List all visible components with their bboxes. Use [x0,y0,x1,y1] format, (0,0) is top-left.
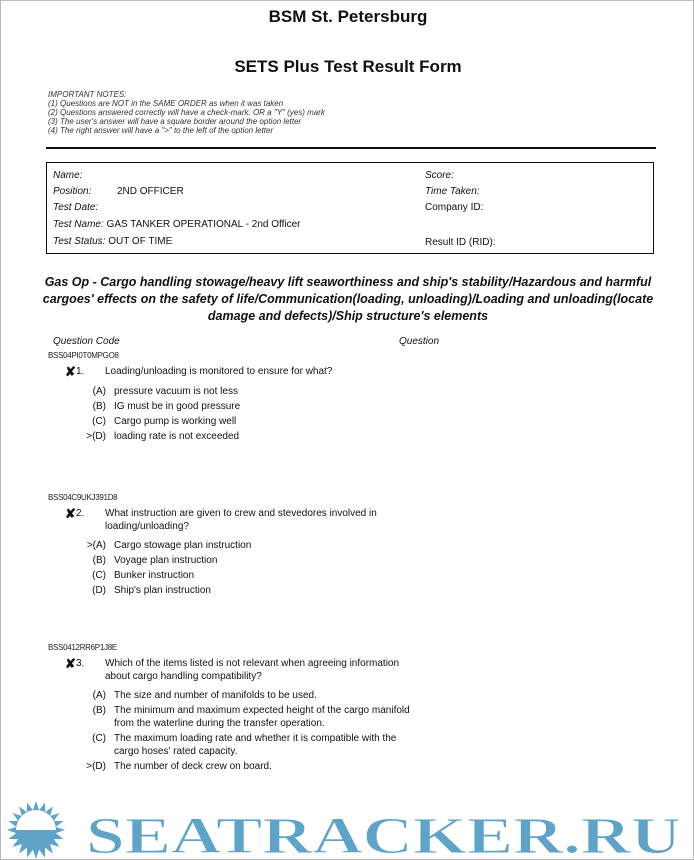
question-number: 1. [76,366,85,377]
section-title: Gas Op - Cargo handling stowage/heavy lift seaworthiness and ship's stability/Hazardous and harmful cargoes' effects on the safety of life/Communication(loading, unloading)/Loading and unloading(locate damage and defects)/Ship structure's elements [42,275,654,323]
sun-logo-icon [7,801,65,859]
test-date-label: Test Date: [53,202,99,213]
option-text: Bunker instruction [114,570,195,581]
question-text: What instruction are given to crew and stevedores involved in loading/unloading? [105,508,377,532]
option-letter: (B) [92,401,106,412]
column-question-code: Question Code [53,336,120,347]
answer-option [48,400,468,413]
test-status-label: Test Status: [53,236,106,247]
answer-option [48,732,468,758]
incorrect-x-icon: ✘ [65,506,76,521]
option-text: Cargo pump is working well [114,416,237,427]
option-text: The number of deck crew on board. [114,761,272,772]
name-label: Name: [53,170,83,181]
candidate-info-box [46,162,654,254]
question-text: Loading/unloading is monitored to ensure for what? [105,366,333,377]
option-text: Ship's plan instruction [114,585,211,596]
notes-heading: IMPORTANT NOTES: [48,90,127,99]
question-text: Which of the items listed is not relevant when agreeing information about cargo handling compatibility? [105,658,400,682]
option-letter: (B) [92,555,106,566]
position-value: 2ND OFFICER [117,186,184,197]
answer-option [48,584,468,597]
test-name-value: GAS TANKER OPERATIONAL - 2nd Officer [106,219,301,230]
form-title: SETS Plus Test Result Form [234,57,462,76]
company-id-label: Company ID: [425,202,484,213]
answer-option [48,554,468,567]
note-item: (4) The right answer will have a ">" to the left of the option letter [48,126,274,135]
option-letter: >(D) [86,431,106,442]
option-letter: (C) [92,416,106,427]
question-list [48,351,468,775]
answer-option [48,704,468,730]
option-letter: >(D) [86,761,106,772]
option-text: Cargo stowage plan instruction [114,540,252,551]
option-text: IG must be in good pressure [114,401,241,412]
answer-option [48,415,468,428]
result-id-label: Result ID (RID): [425,237,496,248]
answer-option [48,569,468,582]
column-question: Question [399,336,440,347]
option-text: The maximum loading rate and whether it is compatible with the cargo hoses' rated capacity. [114,733,397,757]
question-block [48,351,468,443]
option-letter: >(A) [86,540,106,551]
option-letter: (D) [92,585,106,596]
incorrect-x-icon: ✘ [65,656,76,671]
question-number: 3. [76,658,85,669]
question-block [48,493,468,597]
answer-option [48,385,468,398]
divider [46,147,656,149]
test-name-label: Test Name: [53,219,104,230]
organization-name: BSM St. Petersburg [268,7,428,26]
score-label: Score: [425,170,454,181]
option-letter: (C) [92,570,106,581]
question-code: BSS0412RR6P1J8E [48,643,117,652]
incorrect-x-icon: ✘ [65,364,76,379]
answer-option [48,430,468,443]
option-letter: (A) [92,690,106,701]
question-number: 2. [76,508,85,519]
question-code: BSS04PI0T0MPGO8 [48,351,119,360]
question-code: BSS04C9UKJ391D8 [48,493,118,502]
note-item: (2) Questions answered correctly will have a check-mark, OR a "Y" (yes) mark [48,108,325,117]
option-letter: (A) [92,386,106,397]
time-taken-label: Time Taken: [425,186,480,197]
option-text: loading rate is not exceeded [114,431,240,442]
note-item: (3) The user's answer will have a square border around the option letter [48,117,302,126]
option-letter: (C) [92,733,106,744]
option-letter: (B) [92,705,106,716]
option-text: Voyage plan instruction [114,555,218,566]
watermark-text: SEATRACKER.RU [86,808,681,859]
option-text: The size and number of manifolds to be used. [114,690,317,701]
important-notes [48,90,325,135]
option-text: The minimum and maximum expected height of the cargo manifold from the waterline during the transfer operation. [114,705,410,729]
seatracker-watermark [1,801,694,859]
note-item: (1) Questions are NOT in the SAME ORDER as when it was taken [48,99,284,108]
question-block [48,643,468,773]
position-label: Position: [53,186,92,197]
option-text: pressure vacuum is not less [114,386,238,397]
test-status-value: OUT OF TIME [108,236,173,247]
answer-option [48,539,468,552]
answer-option [48,689,468,702]
answer-option [48,760,468,773]
